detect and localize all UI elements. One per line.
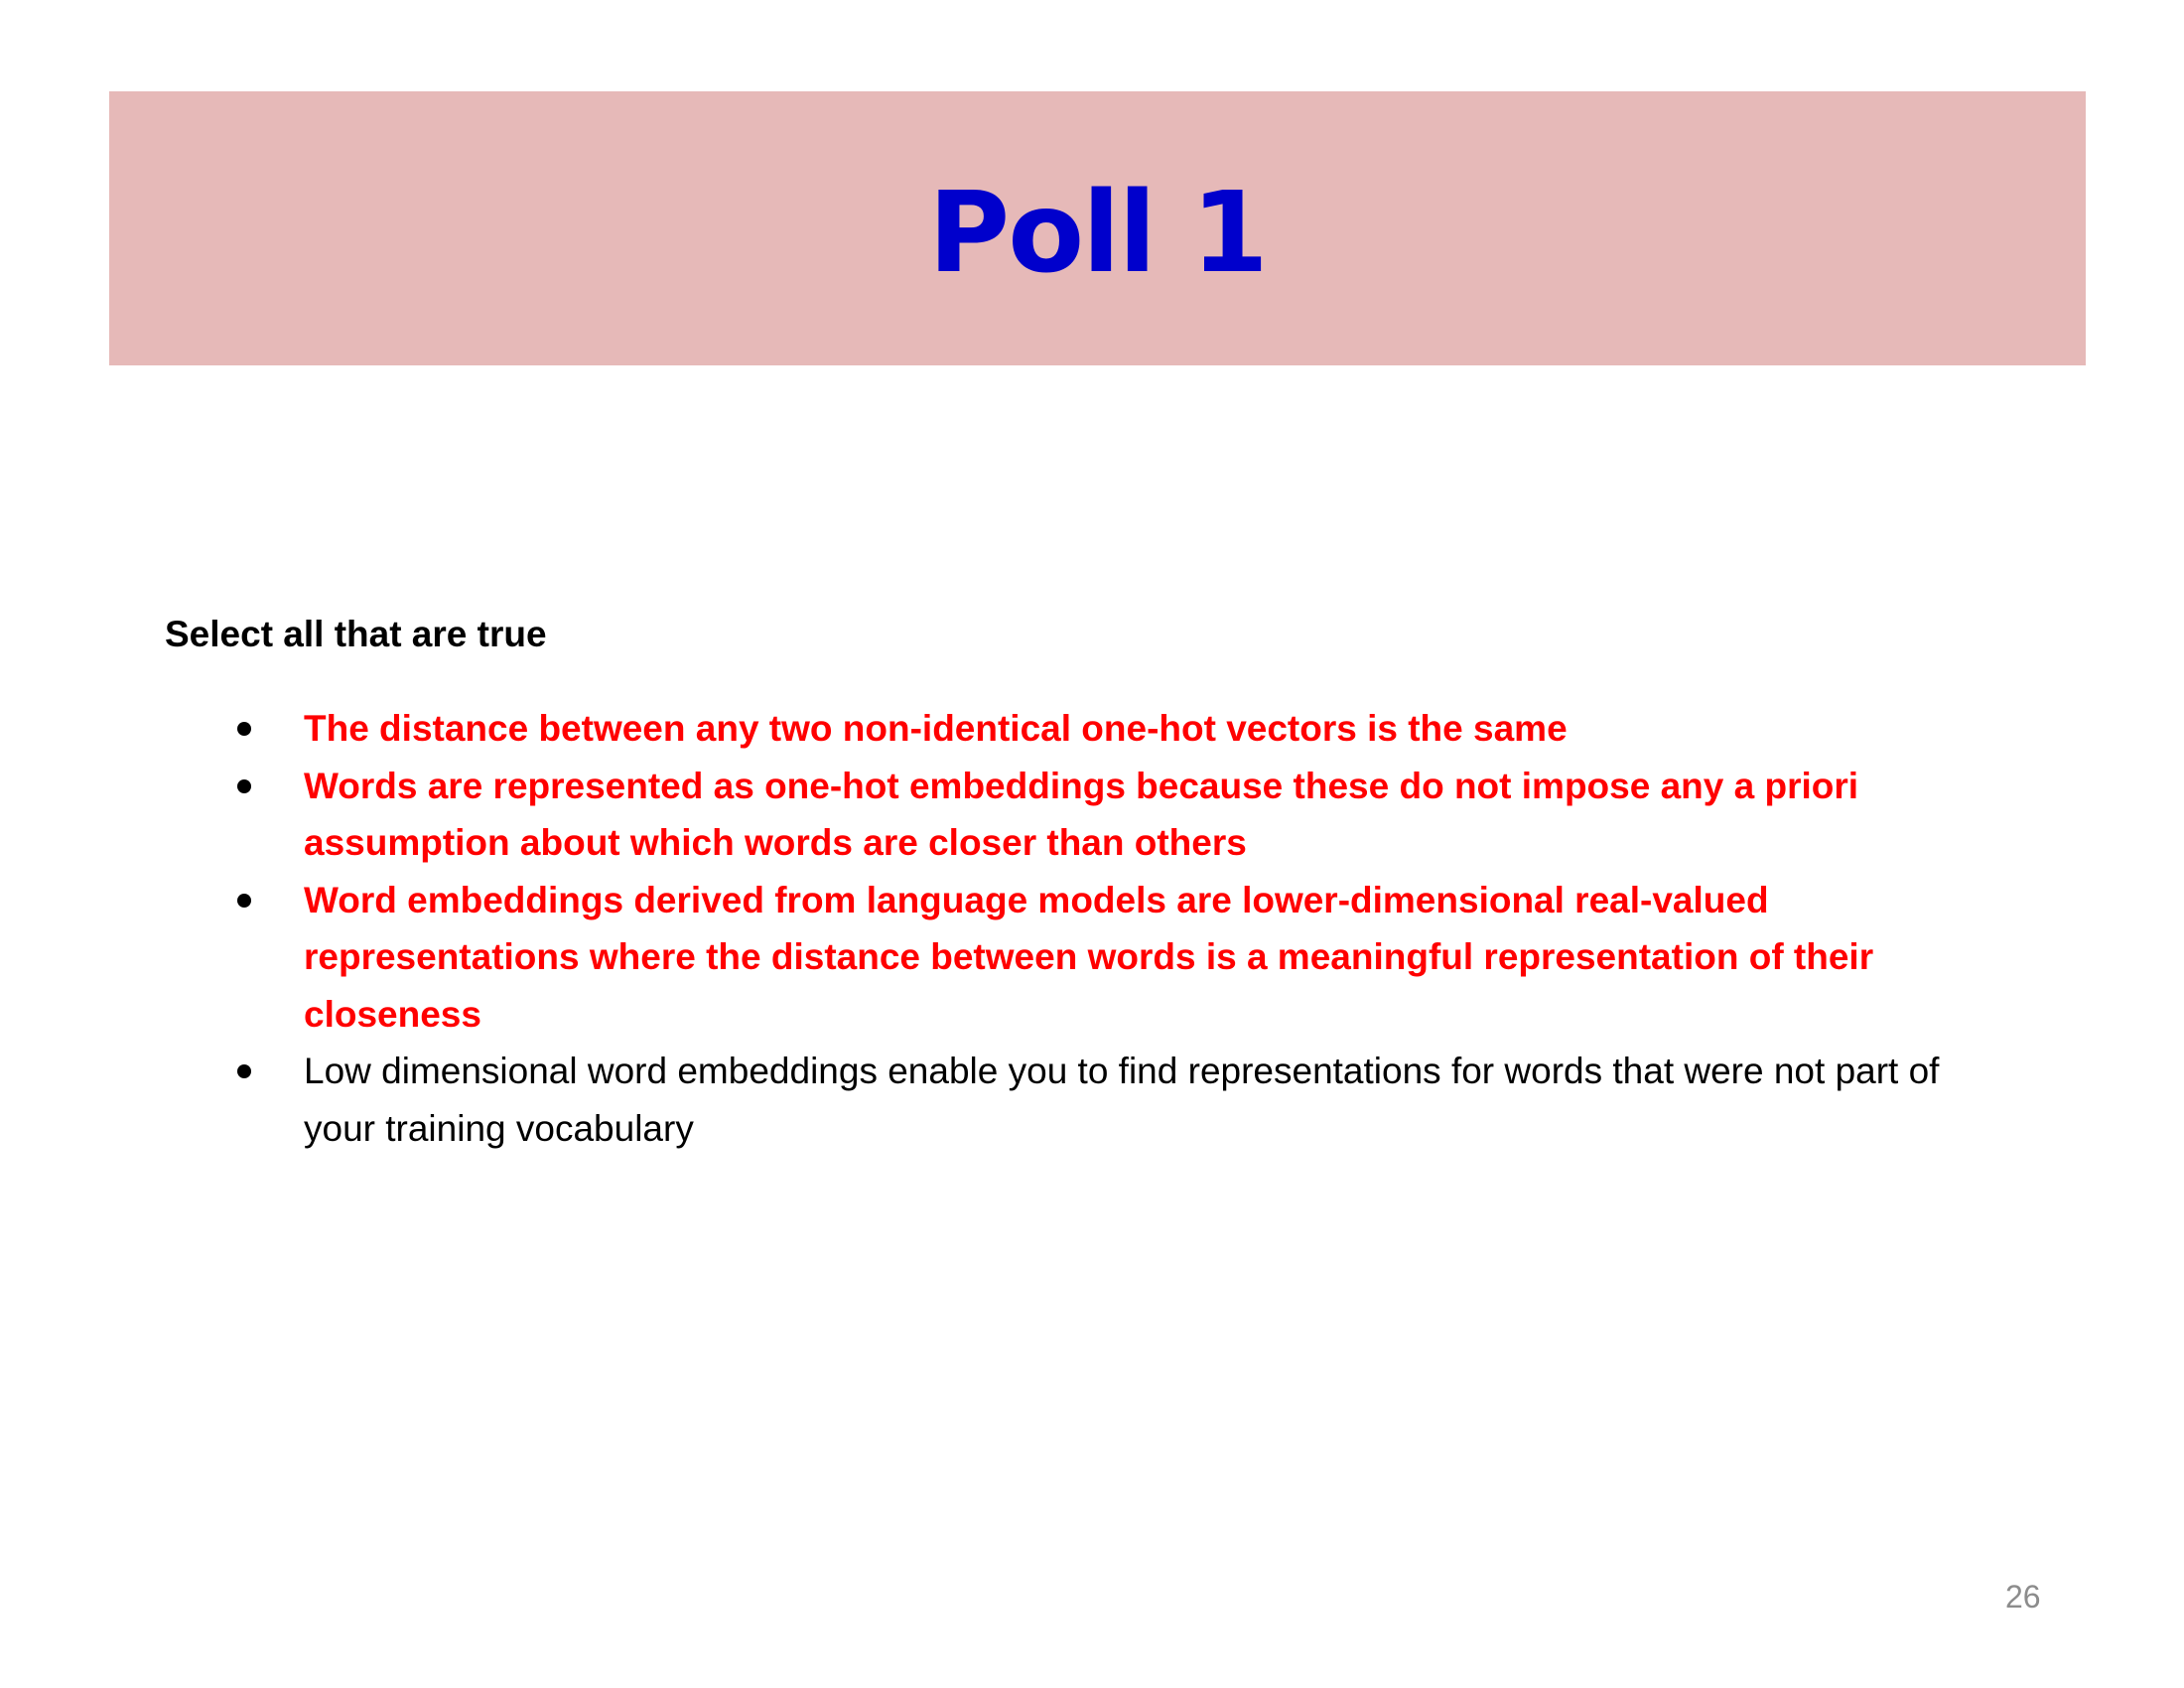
poll-option-text: Low dimensional word embeddings enable you to find representations for words that were not part of your training vocabulary: [304, 1051, 1940, 1149]
poll-option-1: [234, 700, 1981, 758]
bullet-icon: [237, 722, 251, 736]
page-number: 26: [2005, 1579, 2041, 1615]
poll-option-3: [234, 872, 1981, 1044]
title-banner: [109, 91, 2086, 365]
bullet-icon: [237, 894, 251, 908]
poll-option-text: Word embeddings derived from language models are lower-dimensional real-valued representations where the distance between words is a meaningful representation of their closeness: [304, 879, 1874, 1035]
bullet-icon: [237, 779, 251, 793]
slide-title: Poll 1: [928, 169, 1267, 298]
poll-question: Select all that are true: [165, 614, 547, 654]
bullet-icon: [237, 1064, 251, 1078]
poll-option-2: [234, 758, 1981, 872]
poll-options-list: [234, 700, 1981, 1157]
poll-option-text: The distance between any two non-identical one-hot vectors is the same: [304, 708, 1568, 749]
poll-option-4: [234, 1043, 1981, 1157]
poll-option-text: Words are represented as one-hot embeddings because these do not impose any a priori assumption about which words are closer than others: [304, 765, 1859, 863]
